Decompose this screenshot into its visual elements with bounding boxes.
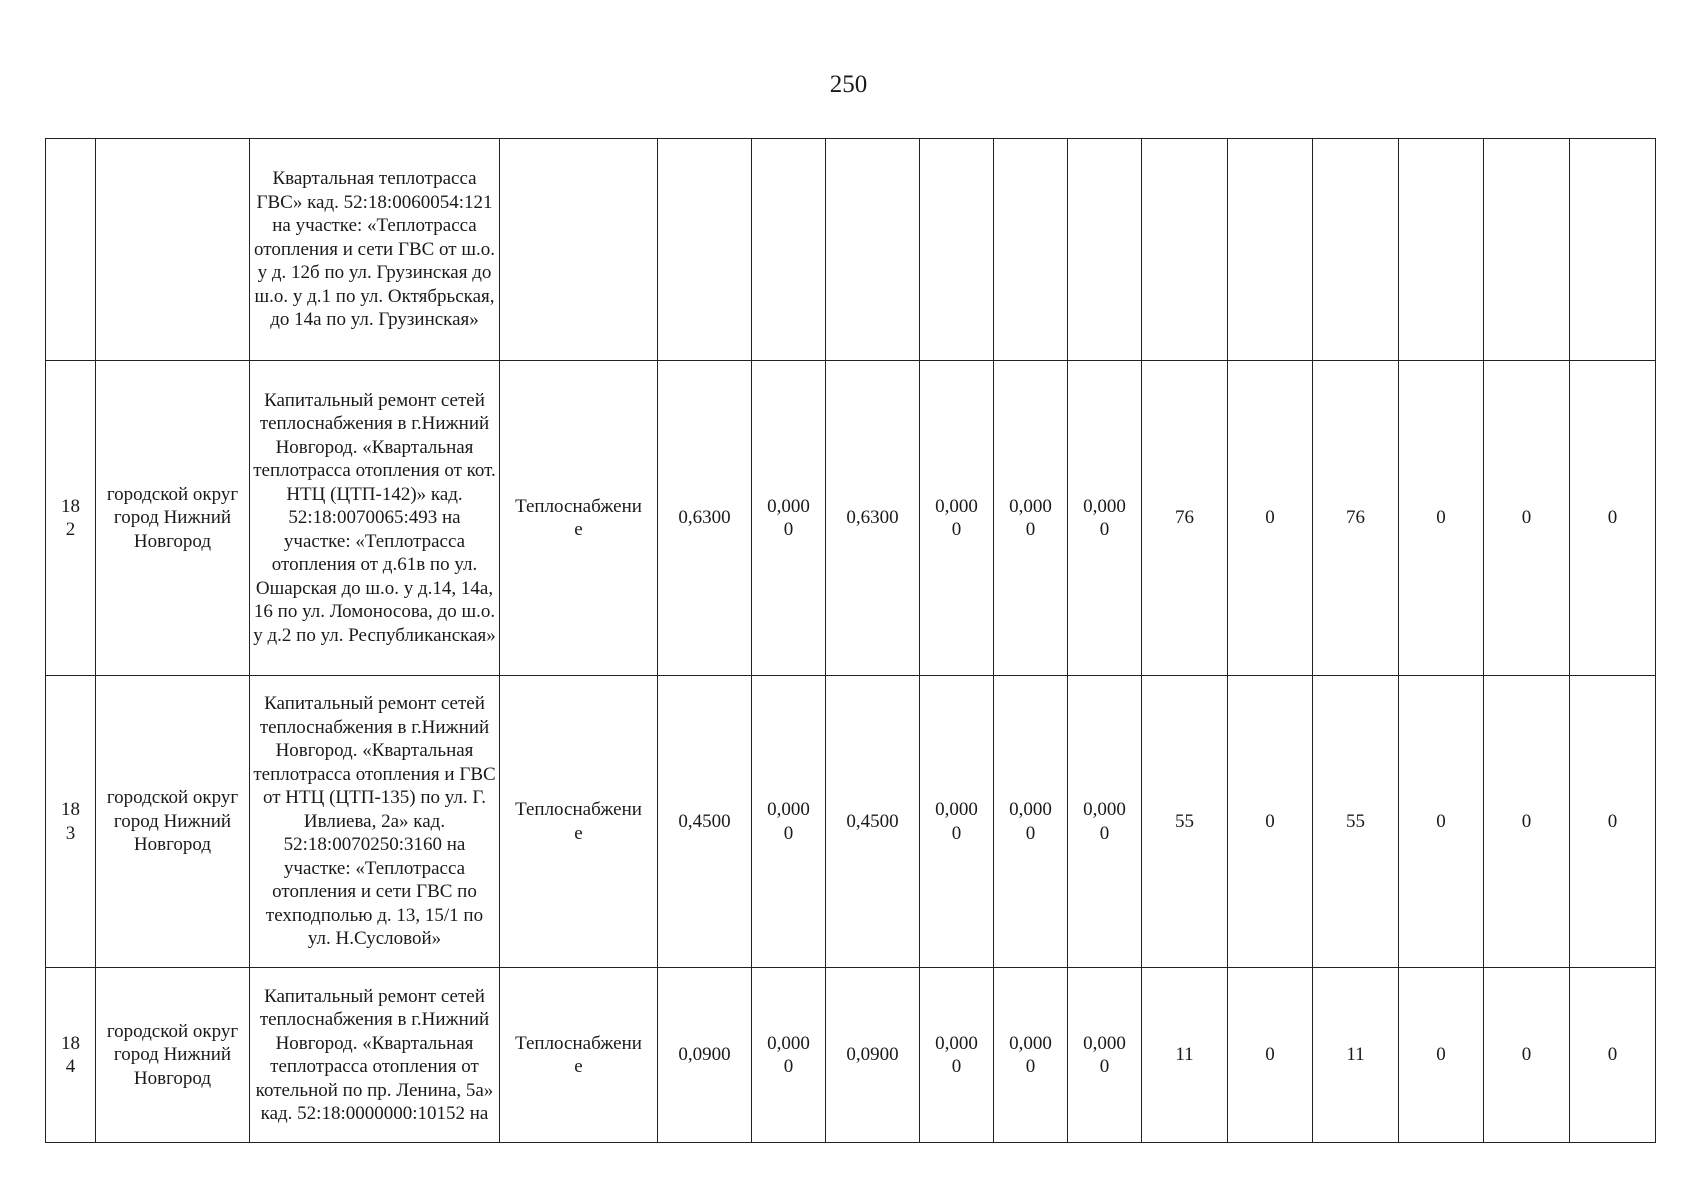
value-cell: 11	[1313, 968, 1399, 1143]
value-cell	[1142, 139, 1228, 361]
value-cell: 0	[1228, 968, 1313, 1143]
value-cell: 0,000 0	[1068, 968, 1142, 1143]
row-number-cell: 18 4	[46, 968, 96, 1143]
municipality-cell: городской округ город Нижний Новгород	[96, 968, 250, 1143]
description-cell: Капитальный ремонт сетей теплоснабжения в г.Нижний Новгород. «Квартальная теплотрасса отопления и ГВС от НТЦ (ЦТП-135) по ул. Г. Ивлиева, 2а» кад. 52:18:0070250:3160 на участке: «Теплотрасса отопления и сети ГВС по техподполью д. 13, 15/1 по ул. Н.Сусловой»	[250, 676, 500, 968]
value-cell: 0	[1570, 968, 1656, 1143]
program-table	[45, 138, 1656, 1143]
value-cell: 0,4500	[826, 676, 920, 968]
municipality-cell	[96, 139, 250, 361]
value-cell: 0,6300	[826, 361, 920, 676]
value-cell: 0,000 0	[994, 676, 1068, 968]
value-cell: 0,000 0	[752, 361, 826, 676]
value-cell: 0,000 0	[920, 361, 994, 676]
value-cell: 0,000 0	[920, 676, 994, 968]
value-cell	[994, 139, 1068, 361]
value-cell: 76	[1313, 361, 1399, 676]
value-cell	[826, 139, 920, 361]
table-row	[46, 968, 1656, 1143]
value-cell	[658, 139, 752, 361]
page-number: 250	[829, 71, 868, 98]
municipality-cell: городской округ город Нижний Новгород	[96, 361, 250, 676]
table-row	[46, 361, 1656, 676]
value-cell: 0,0900	[826, 968, 920, 1143]
value-cell: 0,000 0	[994, 361, 1068, 676]
value-cell: 0,000 0	[994, 968, 1068, 1143]
value-cell	[1068, 139, 1142, 361]
description-cell: Квартальная теплотрасса ГВС» кад. 52:18:0060054:121 на участке: «Теплотрасса отопления и сети ГВС от ш.о. у д. 12б по ул. Грузинская до ш.о. у д.1 по ул. Октябрьская, до 14а по ул. Грузинская»	[250, 139, 500, 361]
value-cell	[1484, 139, 1570, 361]
table-row	[46, 139, 1656, 361]
value-cell: 0	[1228, 676, 1313, 968]
value-cell: 0	[1570, 676, 1656, 968]
value-cell: 0,000 0	[752, 968, 826, 1143]
system-cell: Теплоснабжени е	[500, 676, 658, 968]
value-cell: 0,000 0	[1068, 361, 1142, 676]
value-cell: 55	[1313, 676, 1399, 968]
value-cell: 0	[1399, 361, 1484, 676]
value-cell: 0,0900	[658, 968, 752, 1143]
value-cell	[1228, 139, 1313, 361]
municipality-cell: городской округ город Нижний Новгород	[96, 676, 250, 968]
system-cell: Теплоснабжени е	[500, 968, 658, 1143]
value-cell: 11	[1142, 968, 1228, 1143]
value-cell: 0,6300	[658, 361, 752, 676]
value-cell	[1570, 139, 1656, 361]
value-cell: 0,000 0	[752, 676, 826, 968]
value-cell	[752, 139, 826, 361]
value-cell: 0	[1399, 676, 1484, 968]
row-number-cell: 18 3	[46, 676, 96, 968]
value-cell: 0	[1570, 361, 1656, 676]
row-number-cell: 18 2	[46, 361, 96, 676]
value-cell: 0,4500	[658, 676, 752, 968]
system-cell	[500, 139, 658, 361]
value-cell: 0	[1484, 361, 1570, 676]
table-row	[46, 676, 1656, 968]
value-cell	[1399, 139, 1484, 361]
value-cell: 0	[1228, 361, 1313, 676]
value-cell	[920, 139, 994, 361]
value-cell: 0	[1484, 968, 1570, 1143]
value-cell	[1313, 139, 1399, 361]
value-cell: 55	[1142, 676, 1228, 968]
value-cell: 0,000 0	[1068, 676, 1142, 968]
row-number-cell	[46, 139, 96, 361]
value-cell: 0	[1484, 676, 1570, 968]
value-cell: 0	[1399, 968, 1484, 1143]
description-cell: Капитальный ремонт сетей теплоснабжения в г.Нижний Новгород. «Квартальная теплотрасса отопления от котельной по пр. Ленина, 5а» кад. 52:18:0000000:10152 на	[250, 968, 500, 1143]
value-cell: 76	[1142, 361, 1228, 676]
description-cell: Капитальный ремонт сетей теплоснабжения в г.Нижний Новгород. «Квартальная теплотрасса отопления от кот. НТЦ (ЦТП-142)» кад. 52:18:0070065:493 на участке: «Теплотрасса отопления от д.61в по ул. Ошарская до ш.о. у д.14, 14а, 16 по ул. Ломоносова, до ш.о. у д.2 по ул. Республиканская»	[250, 361, 500, 676]
value-cell: 0,000 0	[920, 968, 994, 1143]
system-cell: Теплоснабжени е	[500, 361, 658, 676]
